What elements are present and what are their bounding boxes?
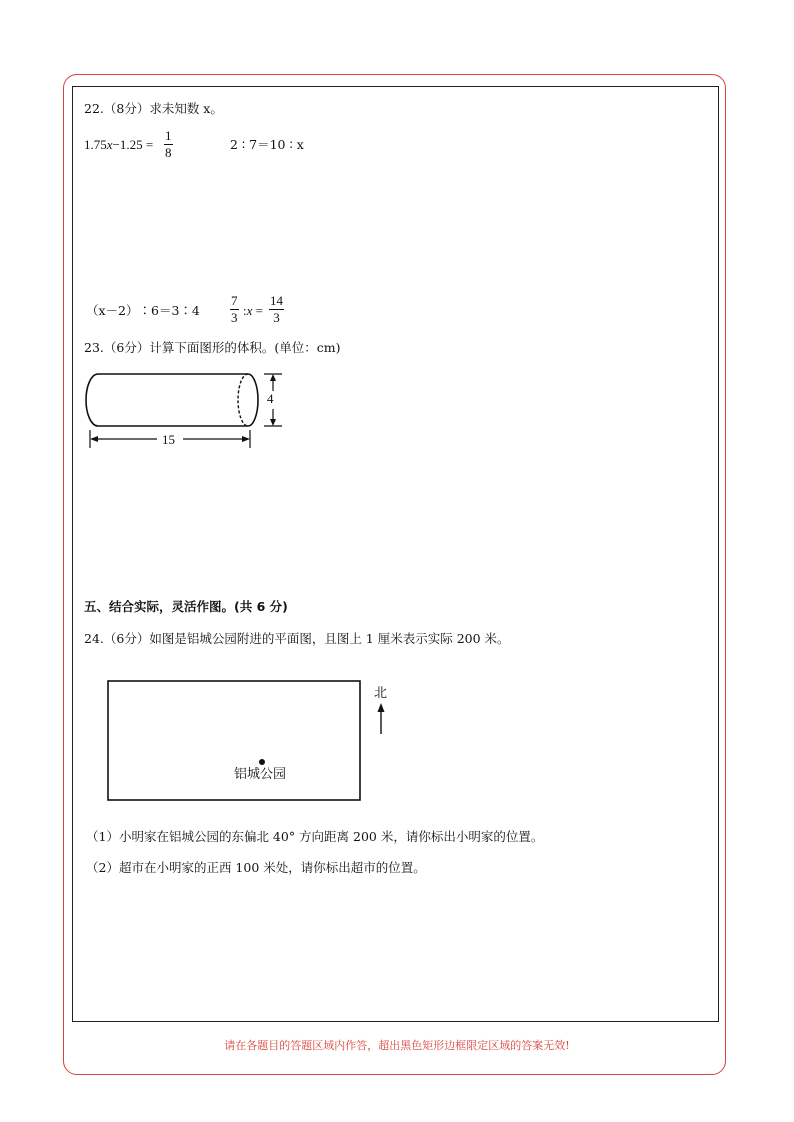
eq1-mid: −1.25 = — [112, 137, 154, 152]
eq1-var: x — [106, 137, 113, 152]
map-park-label: 铝城公园 — [234, 767, 287, 782]
q22-equation-3: （x－2）∶6＝3∶4 — [86, 303, 200, 318]
eq1-numerator: 1 — [165, 128, 172, 143]
q24-part-2: （2）超市在小明家的正西 100 米处，请你标出超市的位置。 — [86, 860, 426, 875]
q22-equation-2: 2 ∶ 7＝10 ∶ x — [230, 137, 304, 152]
park-point — [259, 759, 265, 765]
eq4-denominator-2: 3 — [273, 310, 280, 325]
section-5-title: 五、结合实际，灵活作图。(共 6 分) — [84, 599, 288, 614]
footer-warning: 请在各题目的答题区域内作答，超出黑色矩形边框限定区域的答案无效! — [224, 1039, 570, 1052]
q23-title: 23.（6分）计算下面图形的体积。(单位：cm) — [84, 340, 341, 355]
length-label: 15 — [162, 432, 175, 447]
eq4-numerator-1: 7 — [231, 293, 238, 308]
q24-part-1: （1）小明家在铝城公园的东偏北 40° 方向距离 200 米，请你标出小明家的位置。 — [86, 829, 544, 844]
q24-title: 24.（6分）如图是铝城公园附进的平面图，且图上 1 厘米表示实际 200 米。 — [84, 631, 510, 646]
eq4-denominator-1: 3 — [231, 310, 238, 325]
eq4-var: x — [246, 303, 253, 318]
north-label: 北 — [374, 686, 388, 701]
eq1-denominator: 8 — [165, 145, 172, 160]
eq4-colon: : — [243, 303, 247, 318]
eq4-numerator-2: 14 — [270, 293, 283, 308]
diameter-label: 4 — [267, 391, 274, 406]
north-arrow-head — [378, 703, 385, 712]
eq4-equals: = — [255, 303, 263, 318]
q22-title: 22.（8分）求未知数 x。 — [84, 101, 223, 116]
eq1-coef: 1.75 — [84, 137, 107, 152]
